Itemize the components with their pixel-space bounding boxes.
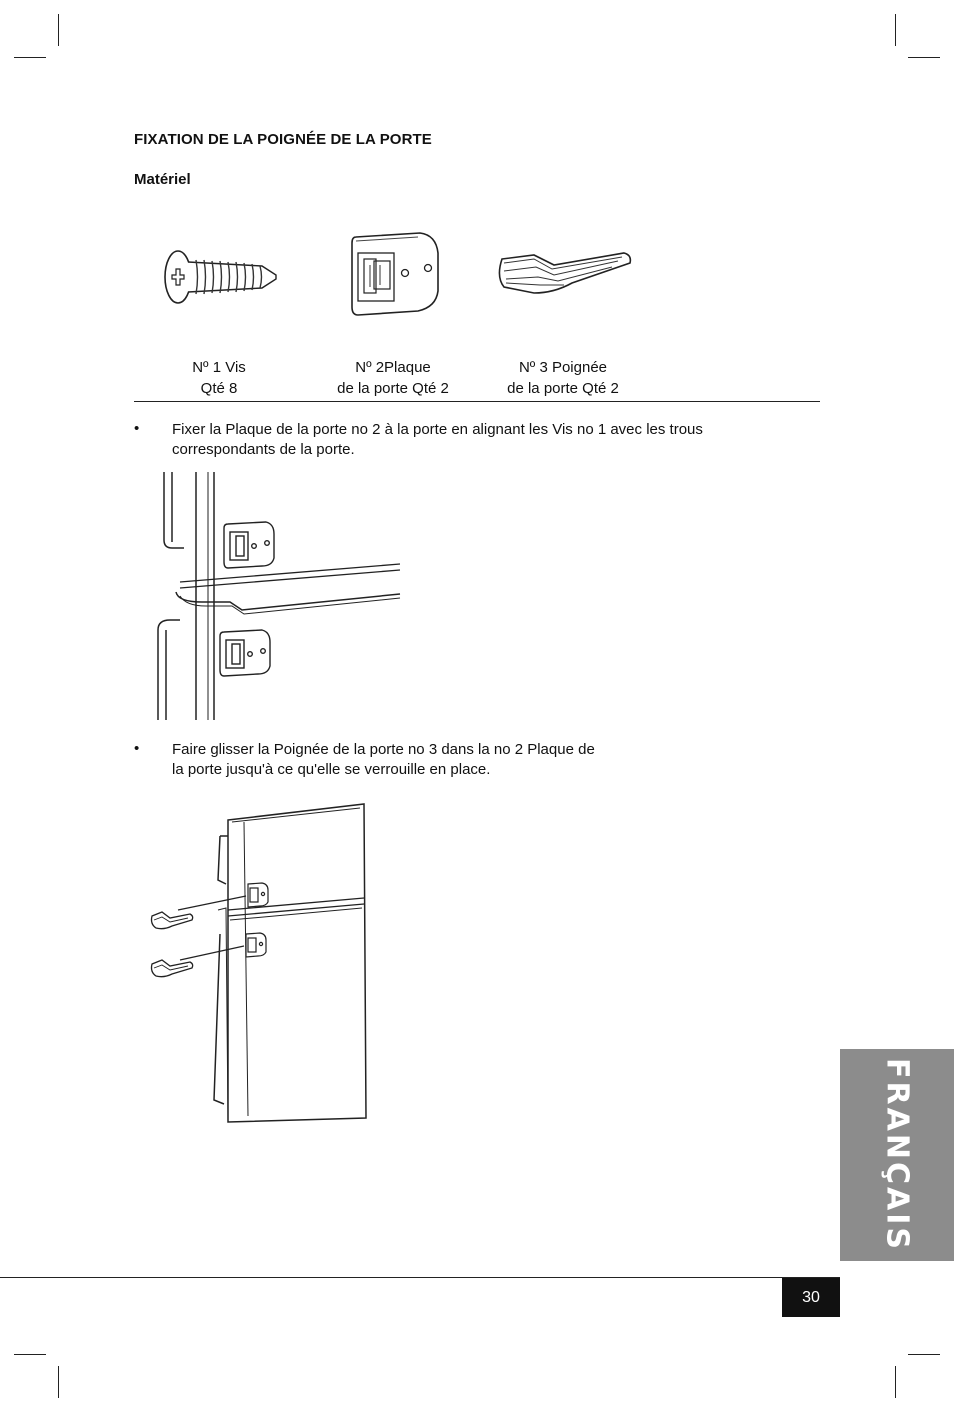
crop-mark: [14, 57, 46, 58]
part-caption-line: Nº 1 Vis: [192, 359, 246, 376]
part-caption-line: Nº 3 Poignée: [518, 359, 608, 376]
part-caption-line: Qté 8: [200, 380, 238, 397]
crop-mark: [908, 1354, 940, 1355]
instruction-line: correspondants de la porte.: [172, 441, 355, 458]
part-caption-line: de la porte Qté 2: [337, 380, 449, 397]
instruction-text: [172, 740, 732, 780]
part-caption-line: de la porte Qté 2: [507, 380, 619, 397]
bullet: •: [134, 420, 140, 437]
language-tab-label: FRANÇAIS: [879, 1058, 915, 1252]
door-handle-icon: [494, 249, 634, 299]
door-plate-icon: [350, 231, 440, 317]
crop-mark: [908, 57, 940, 58]
instruction-line: Faire glisser la Poignée de la porte no 3 dans la no 2 Plaque de: [172, 741, 595, 758]
handle-install-illustration: [148, 800, 378, 1130]
crop-mark: [58, 14, 59, 46]
page-number: 30: [782, 1278, 840, 1317]
crop-mark: [895, 14, 896, 46]
part-caption-line: Nº 2Plaque: [355, 359, 431, 376]
crop-mark: [58, 1366, 59, 1398]
language-tab: [840, 1049, 954, 1261]
crop-mark: [895, 1366, 896, 1398]
instruction-text: [172, 420, 792, 460]
materials-heading: Matériel: [134, 171, 191, 188]
divider: [134, 401, 820, 402]
bullet: •: [134, 740, 140, 757]
part-caption-handle: [493, 357, 633, 399]
crop-mark: [14, 1354, 46, 1355]
part-caption-plate: [323, 357, 463, 399]
door-plate-install-illustration: [150, 470, 410, 720]
part-caption-screw: [169, 357, 269, 399]
section-title: FIXATION DE LA POIGNÉE DE LA PORTE: [134, 131, 432, 148]
instruction-line: Fixer la Plaque de la porte no 2 à la porte en alignant les Vis no 1 avec les trous: [172, 421, 703, 438]
screw-icon: [160, 248, 280, 306]
instruction-line: la porte jusqu'à ce qu'elle se verrouille en place.: [172, 761, 491, 778]
footer-rule: [0, 1277, 840, 1278]
